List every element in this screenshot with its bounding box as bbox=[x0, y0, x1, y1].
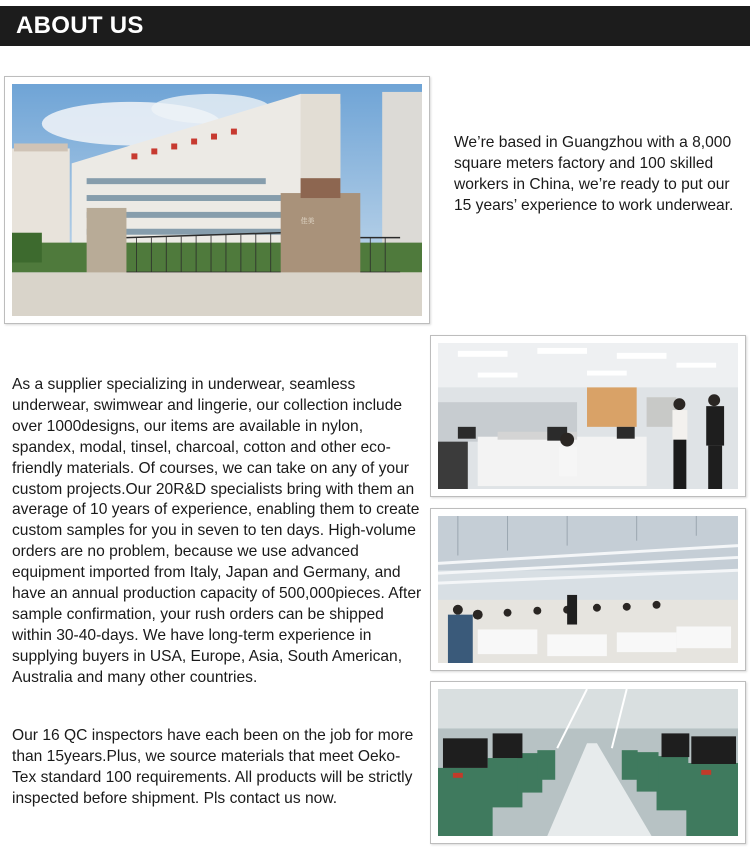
gate-sign-text: 佳美 bbox=[300, 216, 315, 225]
sewing-workshop-photo bbox=[438, 516, 738, 663]
factory-exterior-photo-frame bbox=[4, 76, 430, 324]
knitting-machines-photo bbox=[438, 689, 738, 836]
collection-paragraph: As a supplier specializing in underwear, seamless underwear, swimwear and lingerie, our collection include over 1000designs, our items are available in nylon, spandex, modal, tinsel, charcoal, cotton and other eco-friendly materials. Of courses, we can take on any of your custom projects.Our 20R&D specialists bring with them an average of 10 years of experience, enabling them to create custom samples for you in seven to ten days. High-volume orders are no problem, because we use advanced equipment imported from Italy, Japan and Germany, and have an annual production capacity of 500,000pieces. After sample confirmation, your rush orders can be shipped within 30-40-days. We have long-term experience in supplying buyers in USA, Europe, Asia, South American, Australia and many other countries. bbox=[12, 376, 422, 686]
quality-paragraph: Our 16 QC inspectors have each been on the job for more than 15years.Plus, we source materials that meet Oeko-Tex standard 100 requirements. All products will be strictly inspected before shipment. Pls contact us now. bbox=[12, 727, 414, 807]
office-photo bbox=[438, 343, 738, 489]
page-header bbox=[0, 0, 750, 46]
intro-paragraph: We’re based in Guangzhou with a 8,000 square meters factory and 100 skilled workers in China, we’re ready to put our 15 years’ experience to work underwear. bbox=[454, 134, 734, 214]
office-photo-frame bbox=[430, 335, 746, 497]
knitting-machines-photo-frame bbox=[430, 681, 746, 844]
sewing-workshop-photo-frame bbox=[430, 508, 746, 671]
factory-exterior-photo bbox=[12, 84, 422, 316]
page-title: ABOUT US bbox=[16, 12, 144, 39]
